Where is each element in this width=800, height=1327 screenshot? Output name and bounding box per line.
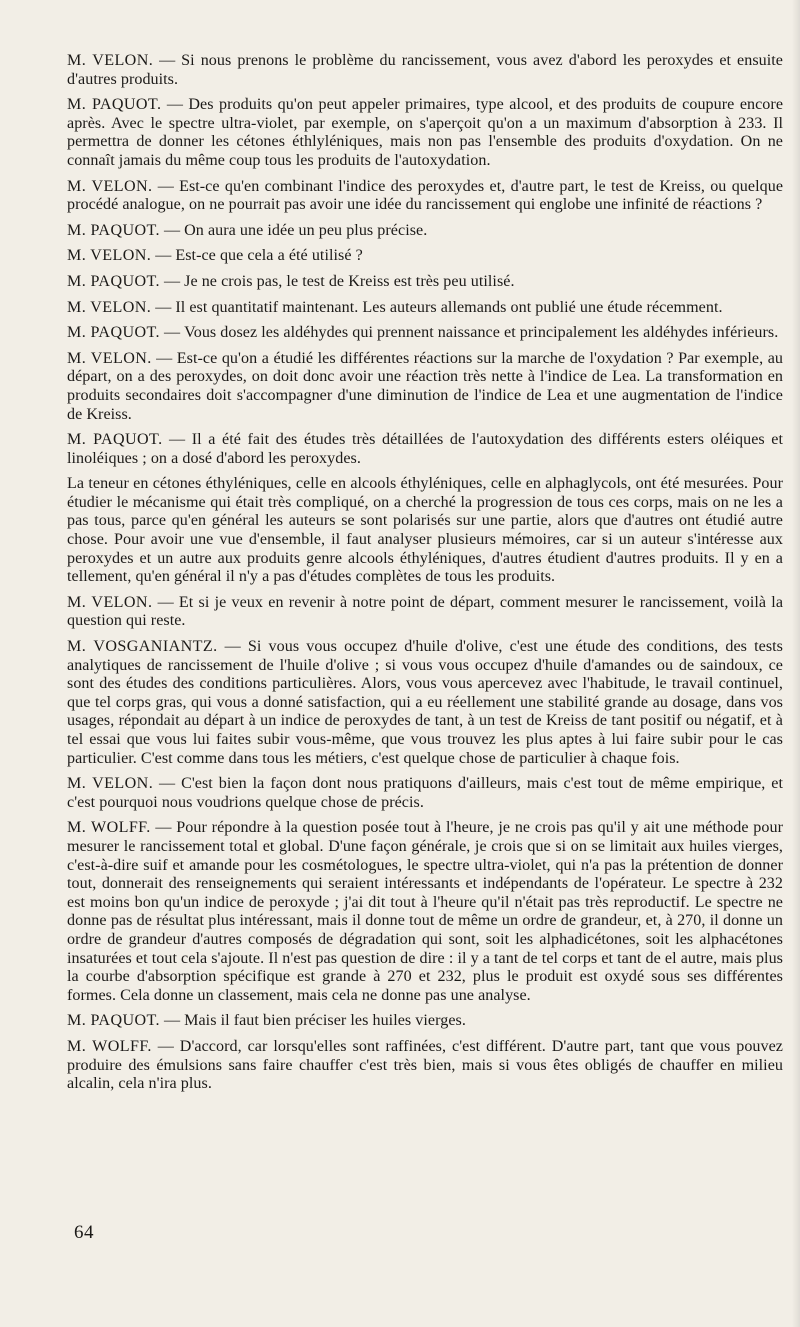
speaker-name: M. PAQUOT. bbox=[67, 431, 163, 449]
speaker-paragraph bbox=[67, 1038, 783, 1094]
speaker-dash: — bbox=[159, 272, 185, 290]
paragraph-text: Mais il faut bien préciser les huiles vierges. bbox=[184, 1012, 466, 1030]
speaker-name: M. VELON. bbox=[67, 177, 153, 195]
speaker-name: M. VELON. bbox=[67, 775, 154, 793]
speaker-name: M. VOSGANIANTZ. bbox=[67, 638, 218, 656]
paragraph-text: Il est quantitatif maintenant. Les auteurs allemands ont publié une étude récemment. bbox=[175, 298, 723, 316]
continuation-paragraph bbox=[67, 475, 783, 587]
paragraph-text: Des produits qu'on peut appeler primaires, type alcool, et des produits de coupure encore après. Avec le spectre ultra-violet, par exemple, on s'aperçoit qu'on a un maximum d'absorption à 233. Il permettra de donner les cétones éthlyléniques, mais non pas l'ensemble des produits d'oxydation. On ne connaît jamais du même coup tous les produits de l'autoxydation. bbox=[67, 96, 784, 169]
paragraph-text: Est-ce que cela a été utilisé ? bbox=[175, 247, 363, 265]
paragraph-text: Vous dosez les aldéhydes qui prennent naissance et principalement les aldéhydes inférieurs. bbox=[184, 324, 779, 342]
speaker-name: M. PAQUOT. bbox=[67, 324, 160, 342]
speaker-dash: — bbox=[159, 221, 185, 239]
paragraph-text: On aura une idée un peu plus précise. bbox=[184, 221, 428, 239]
speaker-name: M. PAQUOT. bbox=[67, 272, 160, 290]
page-number: 64 bbox=[74, 1222, 94, 1243]
paragraph-text: La teneur en cétones éthyléniques, celle en alcools éthyléniques, celle en alphaglycols, ont été mesurées. Pour étudier le mécanisme qui était très compliqué, on a cherché la progression de tous ces corps, mais on ne les a pas tous, parce qu'en général les auteurs se sont polarisés sur une partie, alors que d'autres ont étudié autre chose. Pour avoir une vue d'ensemble, il faut analyser plusieurs mémoires, car si un auteur s'intéresse aux peroxydes et un autre aux produits genre alcools éthyléniques, d'autres étudient d'autres produits. Il y en a tellement, qu'en général il n'y a pas d'études complètes de tous les produits. bbox=[67, 475, 783, 586]
speaker-name: M. VELON. bbox=[67, 298, 152, 316]
paragraph-text: Est-ce qu'on a étudié les différentes réactions sur la marche de l'oxydation ? Par exemple, au départ, on a des peroxydes, on doit donc avoir une réaction très nette à l'indice de Lea. La transformation en produits secondaires doit s'accompagner d'une diminution de l'indice de Lea et une augmentation de l'indice de Kreiss. bbox=[67, 349, 784, 423]
speaker-name: M. VELON. bbox=[67, 593, 153, 611]
speaker-paragraph bbox=[67, 222, 783, 241]
paragraph-text: Si vous vous occupez d'huile d'olive, c'est une étude des conditions, des tests analytiques de rancissement de l'huile d'olive ; si vous vous occupez d'huile d'amandes ou de saindoux, ce sont des études des conditions particulières. Alors, vous vous apercevez avec l'habitude, le travail continuel, que tel corps gras, qui vous a donné satisfaction, qui a eu réellement une stabilité grande au dosage, dans vos usages, répondait au départ à un indice de peroxydes de tant, à un test de Kreiss de tant positif ou négatif, et à tel essai que vous lui faites subir vous-même, que vous trouvez les plus aptes à lui faire subir pour le cas particulier. C'est comme dans tous les métiers, c'est quelque chose de particulier à chaque fois. bbox=[67, 638, 783, 767]
speaker-dash: — bbox=[153, 52, 182, 69]
paragraph-text: Je ne crois pas, le test de Kreiss est très peu utilisé. bbox=[184, 272, 515, 290]
speaker-paragraph bbox=[67, 819, 783, 1005]
speaker-paragraph bbox=[67, 775, 783, 812]
speaker-name: M. VELON. bbox=[67, 52, 154, 69]
speaker-name: M. PAQUOT. bbox=[67, 1012, 160, 1030]
speaker-name: M. PAQUOT. bbox=[67, 221, 160, 239]
speaker-dash: — bbox=[159, 1012, 185, 1030]
speaker-dash: — bbox=[152, 177, 180, 195]
speaker-paragraph bbox=[67, 1012, 783, 1031]
speaker-dash: — bbox=[151, 247, 176, 265]
paragraph-text: C'est bien la façon dont nous pratiquons d'ailleurs, mais c'est tout de même empirique, et c'est pourquoi nous voudrions quelque chose de précis. bbox=[67, 775, 784, 811]
speaker-paragraph bbox=[67, 638, 783, 768]
speaker-paragraph bbox=[67, 96, 783, 170]
paragraph-text: Pour répondre à la question posée tout à l'heure, je ne crois pas qu'il y ait une méthode pour mesurer le rancissement total et global. D'une façon générale, je crois que si on se limitait aux huiles vierges, c'est-à-dire suif et amande pour les cosmétologues, le spectre ultra-violet, qui n'a pas la prétention de donner tout, donnerait des renseignements qui seraient intéressants et indépendants de l'opérateur. Le spectre à 232 est moins bon qu'un indice de peroxyde ; j'ai dit tout à l'heure qu'il n'était pas très reproductif. Le spectre ne donne pas de résultat plus intéressant, mais il donne tout de même un ordre de grandeur, et, à 270, il donne un ordre de grandeur d'autres composés de dégradation qui sont, soit les alphadicétones, soit les alphacétones insaturées et tout cela s'ajoute. Il n'est pas question de dire : il y a tant de tel corps et tant de el autre, mais plus la courbe d'absorption spécifique est grande à 270 et 232, plus le produit est oxydé sous ses différentes formes. Cela donne un classement, mais cela ne donne pas une analyse. bbox=[67, 819, 784, 1004]
speaker-dash: — bbox=[159, 324, 185, 342]
speaker-dash: — bbox=[153, 775, 182, 793]
paragraph-text: Et si je veux en revenir à notre point de départ, comment mesurer le rancissement, voilà la question qui reste. bbox=[67, 593, 784, 630]
speaker-paragraph bbox=[67, 247, 783, 266]
speaker-paragraph bbox=[67, 273, 783, 292]
speaker-paragraph bbox=[67, 324, 783, 343]
speaker-paragraph bbox=[67, 178, 783, 215]
speaker-dash: — bbox=[151, 298, 176, 316]
speaker-paragraph bbox=[67, 52, 783, 89]
speaker-dash: — bbox=[152, 593, 179, 611]
speaker-name: M. VELON. bbox=[67, 247, 152, 265]
speaker-dash: — bbox=[217, 638, 248, 656]
speaker-name: M. PAQUOT. bbox=[67, 96, 162, 114]
discussion-transcript bbox=[67, 52, 783, 1101]
speaker-paragraph bbox=[67, 594, 783, 631]
paragraph-text: D'accord, car lorsqu'elles sont raffinées, c'est différent. D'autre part, tant que vous pouvez produire des émulsions sans faire chauffer c'est très bien, mais si vous êtes obligés de chauffer en milieu alcalin, cela n'ira plus. bbox=[67, 1037, 784, 1093]
speaker-dash: — bbox=[150, 819, 177, 837]
paragraph-text: Il a été fait des études très détaillées de l'autoxydation des différents esters oléiques et linoléiques ; on a dosé d'abord les peroxydes. bbox=[67, 431, 784, 467]
speaker-dash: — bbox=[162, 431, 192, 449]
speaker-name: M. WOLFF. bbox=[67, 819, 151, 837]
speaker-paragraph bbox=[67, 350, 783, 424]
speaker-dash: — bbox=[151, 1037, 180, 1055]
speaker-paragraph bbox=[67, 299, 783, 318]
speaker-dash: — bbox=[161, 96, 189, 114]
speaker-name: M. VELON. bbox=[67, 349, 152, 367]
speaker-paragraph bbox=[67, 431, 783, 468]
page-edge-shadow bbox=[792, 0, 800, 1327]
paragraph-text: Est-ce qu'en combinant l'indice des peroxydes et, d'autre part, le test de Kreiss, ou quelque procédé analogue, on ne pourrait pas avoir une idée du rancissement qui englobe une infinité de réactions ? bbox=[67, 177, 784, 214]
speaker-name: M. WOLFF. bbox=[67, 1037, 152, 1055]
paragraph-text: Si nous prenons le problème du rancissement, vous avez d'abord les peroxydes et ensuite d'autres produits. bbox=[67, 52, 783, 88]
speaker-dash: — bbox=[151, 349, 177, 367]
